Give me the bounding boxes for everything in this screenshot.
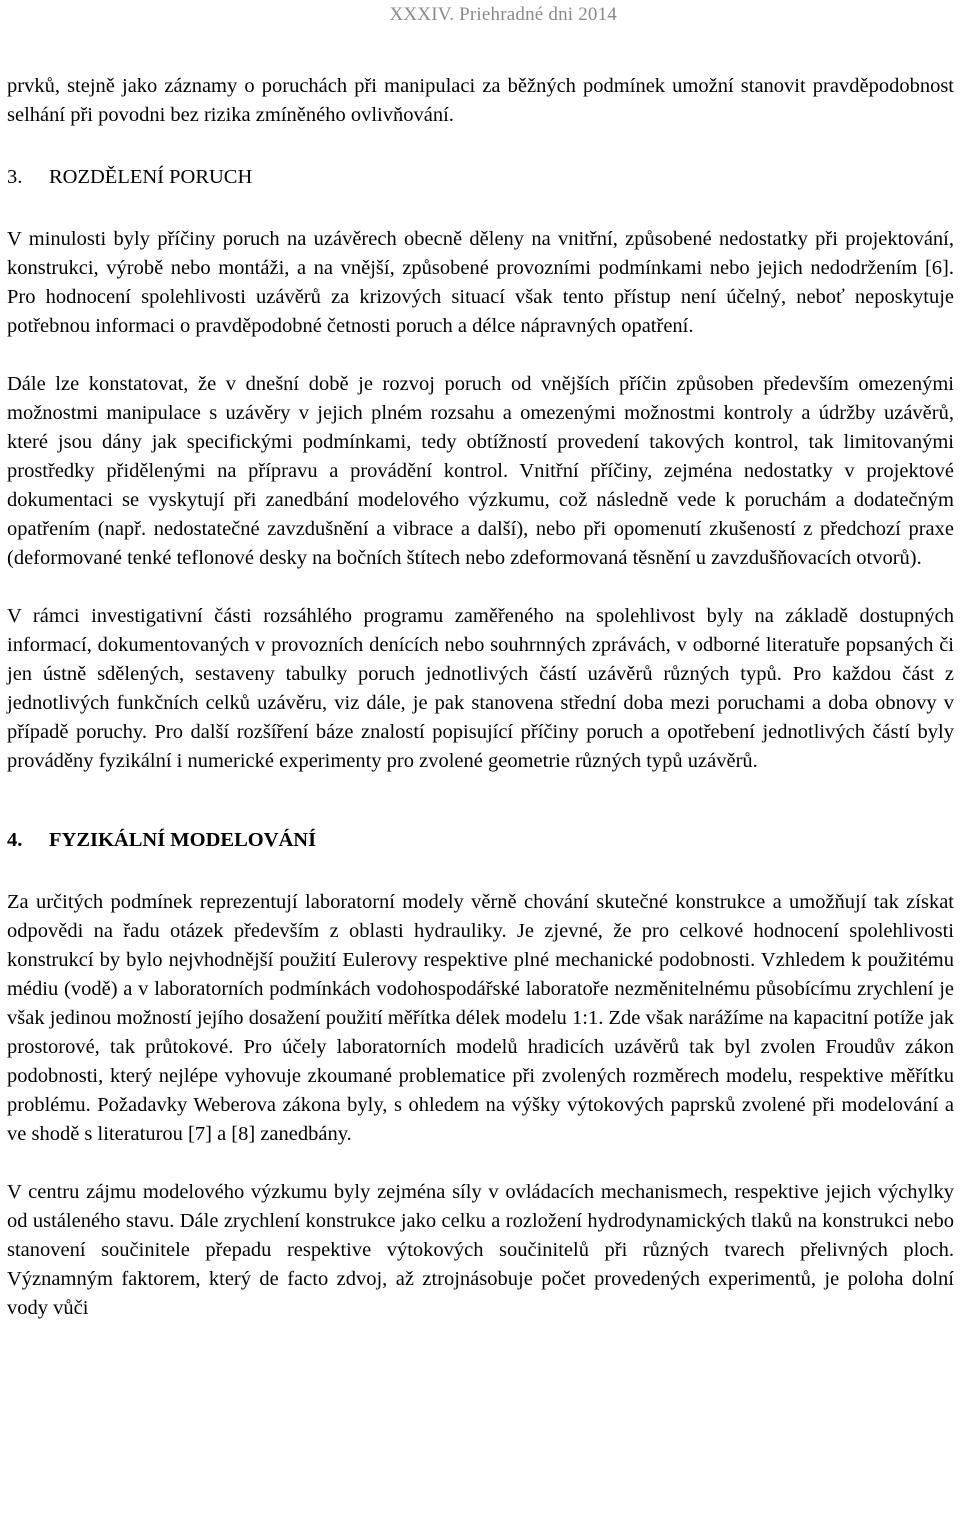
section-heading-4 — [7, 826, 954, 855]
section-heading-3 — [7, 163, 954, 192]
document-body — [7, 72, 954, 1323]
section-title: ROZDĚLENÍ PORUCH — [49, 166, 253, 188]
paragraph-continuation: prvků, stejně jako záznamy o poruchách při manipulaci za běžných podmínek umožní stanovit pravděpodobnost selhání při povodni bez rizika zmíněného ovlivňování. — [7, 75, 954, 126]
section-title: FYZIKÁLNÍ MODELOVÁNÍ — [49, 829, 317, 851]
paragraph: Dále lze konstatovat, že v dnešní době je rozvoj poruch od vnějších příčin způsoben především omezenými možnostmi manipulace s uzávěry v jejich plném rozsahu a omezenými možnostmi kontroly a údržby uzávěrů, které jsou dány jak specifickými podmínkami, tedy obtížností provedení takových kontrol, tak limitovanými prostředky přidělenými na přípravu a provádění kontrol. Vnitřní příčiny, zejména nedostatky v projektové dokumentaci se vyskytují při zanedbání modelového výzkumu, což následně vede k poruchám a dodatečným opatřením (např. nedostatečné zavzdušnění a vibrace a další), nebo při opomenutí zkušeností z předchozí praxe (deformované tenké teflonové desky na bočních štítech nebo zdeformovaná těsnění u zavzdušňovacích otvorů). — [7, 373, 954, 569]
section-number: 3. — [7, 166, 23, 188]
section-number: 4. — [7, 829, 23, 851]
paragraph: V minulosti byly příčiny poruch na uzávěrech obecně děleny na vnitřní, způsobené nedostatky při projektování, konstrukci, výrobě nebo montáži, a na vnější, způsobené provozními podmínkami nebo jejich nedodržením [6]. Pro hodnocení spolehlivosti uzávěrů za krizových situací však tento přístup není účelný, neboť neposkytuje potřebnou informaci o pravděpodobné četnosti poruch a délce nápravných opatření. — [7, 228, 954, 337]
paragraph: V centru zájmu modelového výzkumu byly zejména síly v ovládacích mechanismech, respektive jejich výchylky od ustáleného stavu. Dále zrychlení konstrukce jako celku a rozložení hydrodynamických tlaků na konstrukci nebo stanovení součinitele přepadu respektive výtokových součinitelů při různých tvarech přelivných ploch. Významným faktorem, který de facto zdvoj, až ztrojnásobuje počet provedených experimentů, je poloha dolní vody vůči — [7, 1181, 954, 1319]
paragraph: V rámci investigativní části rozsáhlého programu zaměřeného na spolehlivost byly na základě dostupných informací, dokumentovaných v provozních denících nebo souhrnných zprávách, v odborné literatuře popsaných či jen ústně sdělených, sestaveny tabulky poruch jednotlivých částí uzávěrů různých typů. Pro každou část z jednotlivých funkčních celků uzávěru, viz dále, je pak stanovena střední doba mezi poruchami a doba obnovy v případě poruchy. Pro další rozšíření báze znalostí popisující příčiny poruch a opotřebení jednotlivých částí byly prováděny fyzikální i numerické experimenty pro zvolené geometrie různých typů uzávěrů. — [7, 605, 954, 772]
paragraph: Za určitých podmínek reprezentují laboratorní modely věrně chování skutečné konstrukce a umožňují tak získat odpovědi na řadu otázek především z oblasti hydrauliky. Je zjevné, že pro celkové hodnocení spolehlivosti konstrukcí by bylo nejvhodnější použití Eulerovy respektive plné mechanické podobnosti. Vzhledem k použitému médiu (vodě) a v laboratorních podmínkách vodohospodářské laboratoře nezměnitelnému působícímu zrychlení je však jedinou možností jejího dosažení použití měřítka délek modelu 1:1. Zde však narážíme na kapacitní potíže jak prostorové, tak průtokové. Pro účely laboratorních modelů hradicích uzávěrů tak byl zvolen Froudův zákon podobnosti, který nejlépe vyhovuje zkoumané problematice při zvolených rozměrech modelu, respektive měřítku problému. Požadavky Weberova zákona byly, s ohledem na výšky výtokových paprsků zvolené při modelování a ve shodě s literaturou [7] a [8] zanedbány. — [7, 891, 954, 1145]
running-header: XXXIV. Priehradné dni 2014 — [389, 4, 617, 25]
